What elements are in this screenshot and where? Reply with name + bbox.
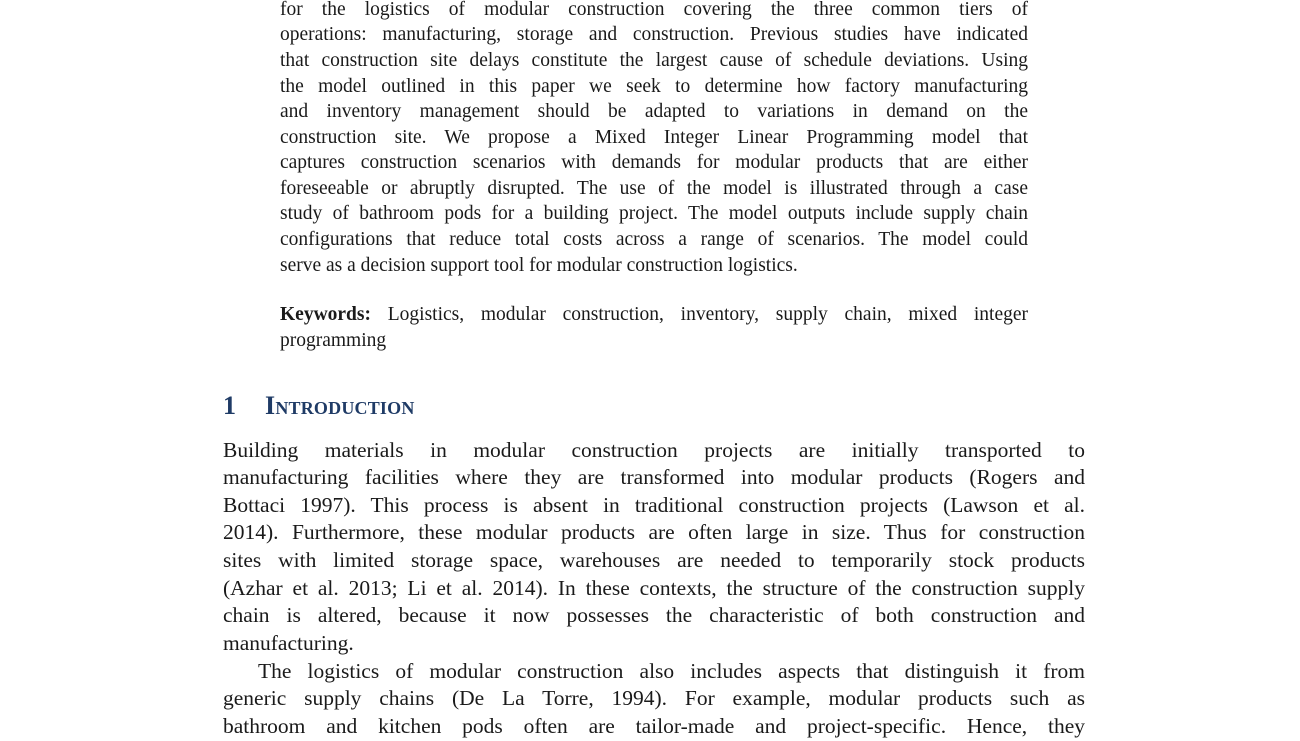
abstract-line: for the logistics of modular construction covering the three common tiers of: [280, 0, 1028, 20]
keywords-text: Logistics, modular construction, inventory, supply chain, mixed integer: [387, 304, 1028, 325]
abstract-line: construction site. We propose a Mixed Integer Linear Programming model that: [280, 127, 1028, 148]
abstract-line: that construction site delays constitute the largest cause of schedule deviations. Using: [280, 50, 1028, 71]
abstract-line: captures construction scenarios with demands for modular products that are either: [280, 152, 1028, 173]
body-line: sites with limited storage space, warehouses are needed to temporarily stock products: [223, 548, 1085, 572]
body-line: Building materials in modular construction projects are initially transported to: [223, 438, 1085, 462]
section-number: 1: [223, 391, 236, 420]
body-line: generic supply chains (De La Torre, 1994). For example, modular products such as: [223, 686, 1085, 710]
keywords-line: [280, 302, 1028, 328]
keywords-line: programming: [280, 330, 387, 351]
abstract-line: serve as a decision support tool for modular construction logistics.: [280, 255, 798, 276]
body-line: (Azhar et al. 2013; Li et al. 2014). In these contexts, the structure of the construction supply: [223, 576, 1085, 600]
body-line: chain is altered, because it now possesses the characteristic of both construction and: [223, 603, 1085, 627]
abstract-line: and inventory management should be adapted to variations in demand on the: [280, 101, 1028, 122]
section-title: Introduction: [265, 391, 415, 420]
keywords-label: Keywords:: [280, 304, 371, 325]
body-line: manufacturing.: [223, 631, 354, 655]
abstract-line: configurations that reduce total costs across a range of scenarios. The model could: [280, 229, 1028, 250]
body-line: 2014). Furthermore, these modular products are often large in size. Thus for construction: [223, 520, 1085, 544]
abstract-line: study of bathroom pods for a building project. The model outputs include supply chain: [280, 203, 1028, 224]
body-line: The logistics of modular construction also includes aspects that distinguish it from: [258, 659, 1085, 683]
body-line: Bottaci 1997). This process is absent in traditional construction projects (Lawson et al.: [223, 493, 1085, 517]
abstract-line: operations: manufacturing, storage and construction. Previous studies have indicated: [280, 24, 1028, 45]
abstract-line: the model outlined in this paper we seek to determine how factory manufacturing: [280, 76, 1028, 97]
abstract-line: foreseeable or abruptly disrupted. The use of the model is illustrated through a case: [280, 178, 1028, 199]
body-line: manufacturing facilities where they are transformed into modular products (Rogers and: [223, 465, 1085, 489]
body-line: bathroom and kitchen pods often are tailor-made and project-specific. Hence, they: [223, 714, 1085, 738]
section-heading: [223, 389, 415, 423]
